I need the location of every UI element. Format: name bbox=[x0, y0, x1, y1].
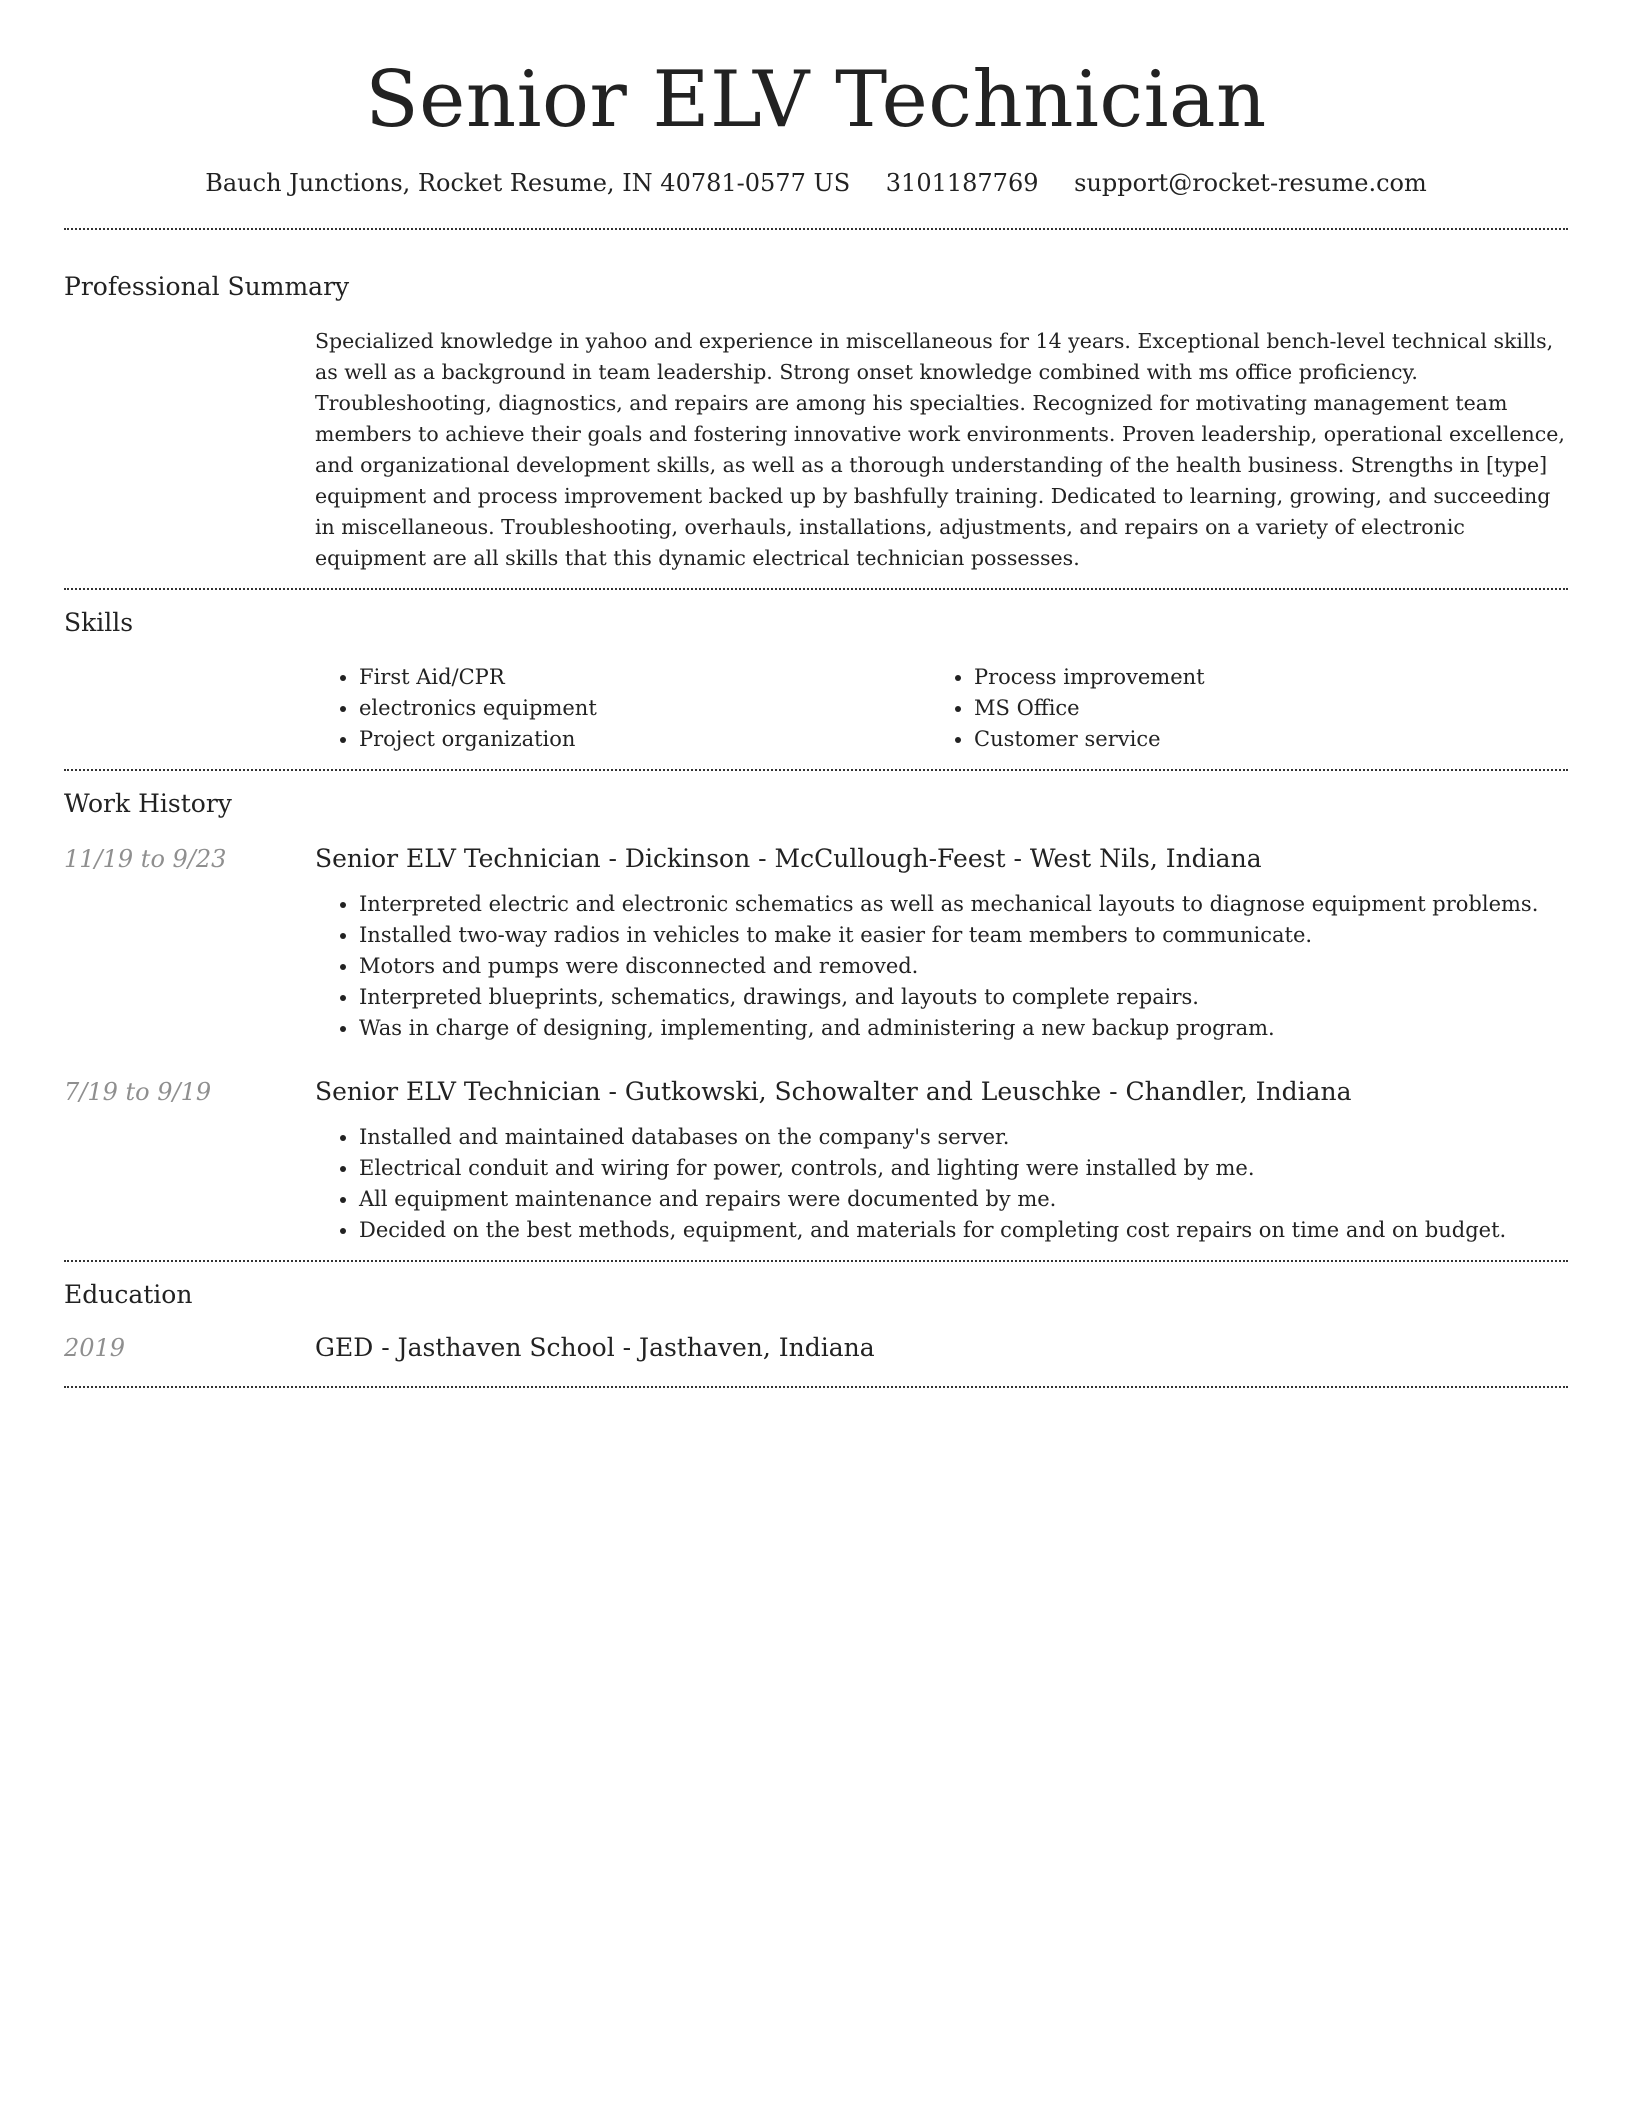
job-dates: 11/19 to 9/23 bbox=[64, 845, 227, 873]
contact-email: support@rocket-resume.com bbox=[1074, 169, 1427, 197]
contact-address: Bauch Junctions, Rocket Resume, IN 40781-0577 US bbox=[205, 169, 851, 197]
job-title: Senior ELV Technician - Dickinson - McCullough-Feest - West Nils, Indiana bbox=[315, 844, 1262, 873]
job-dates: 7/19 to 9/19 bbox=[64, 1078, 212, 1106]
skills-grid bbox=[315, 662, 1568, 755]
job-bullets bbox=[315, 1122, 1568, 1246]
skill-item: • Process improvement bbox=[974, 662, 1568, 693]
education-entry bbox=[64, 1330, 1568, 1366]
education-section bbox=[64, 1262, 1568, 1386]
divider bbox=[64, 1386, 1568, 1388]
skill-item: • Customer service bbox=[974, 724, 1568, 755]
job-entry bbox=[64, 1074, 1568, 1246]
section-title-work: Work History bbox=[64, 789, 232, 818]
job-bullets bbox=[315, 889, 1568, 1044]
skills-section bbox=[64, 590, 1568, 769]
job-bullet: • Installed and maintained databases on the company's server. bbox=[359, 1122, 1568, 1153]
education-date: 2019 bbox=[64, 1334, 126, 1362]
education-degree: GED - Jasthaven School - Jasthaven, Indiana bbox=[315, 1333, 875, 1362]
skill-item: • electronics equipment bbox=[359, 693, 930, 724]
job-details bbox=[315, 841, 1568, 1044]
section-title-summary: Professional Summary bbox=[64, 272, 350, 301]
contact-phone: 3101187769 bbox=[885, 169, 1039, 197]
skill-item: • MS Office bbox=[974, 693, 1568, 724]
skill-item: • Project organization bbox=[359, 724, 930, 755]
job-bullet: • Interpreted electric and electronic schematics as well as mechanical layouts to diagnose equipment problems. bbox=[359, 889, 1568, 920]
professional-summary-section bbox=[64, 230, 1568, 588]
skills-list-right bbox=[930, 662, 1568, 755]
job-bullet: • Interpreted blueprints, schematics, drawings, and layouts to complete repairs. bbox=[359, 982, 1568, 1013]
skills-list-left bbox=[315, 662, 930, 755]
job-bullet: • Was in charge of designing, implementing, and administering a new backup program. bbox=[359, 1013, 1568, 1044]
job-title: Senior ELV Technician - Gutkowski, Schowalter and Leuschke - Chandler, Indiana bbox=[315, 1077, 1352, 1106]
summary-text: Specialized knowledge in yahoo and experience in miscellaneous for 14 years. Exceptional bench-level technical skills, as well as a background in team leadership. Strong onset knowledge combined with ms office proficiency. Troubleshooting, diagnostics, and repairs are among his specialties. Recognized for motivating management team members to achieve their goals and fostering innovative work environments. Proven leadership, operational excellence, and organizational development skills, as well as a thorough understanding of the health business. Strengths in [type] equipment and process improvement backed up by bashfully training. Dedicated to learning, growing, and succeeding in miscellaneous. Troubleshooting, overhauls, installations, adjustments, and repairs on a variety of electronic equipment are all skills that this dynamic electrical technician possesses. bbox=[315, 329, 1565, 570]
job-bullet: • Electrical conduit and wiring for power, controls, and lighting were installed by me. bbox=[359, 1153, 1568, 1184]
job-entry bbox=[64, 841, 1568, 1044]
skill-item: • First Aid/CPR bbox=[359, 662, 930, 693]
section-title-education: Education bbox=[64, 1280, 193, 1309]
job-details bbox=[315, 1074, 1568, 1246]
candidate-name: Senior ELV Technician bbox=[365, 55, 1267, 145]
job-bullet: • Installed two-way radios in vehicles to make it easier for team members to communicate. bbox=[359, 920, 1568, 951]
section-title-skills: Skills bbox=[64, 608, 134, 637]
job-bullet: • Decided on the best methods, equipment, and materials for completing cost repairs on time and on budget. bbox=[359, 1215, 1568, 1246]
contact-line bbox=[64, 166, 1568, 200]
resume-header bbox=[64, 0, 1568, 200]
job-bullet: • Motors and pumps were disconnected and removed. bbox=[359, 951, 1568, 982]
job-bullet: • All equipment maintenance and repairs were documented by me. bbox=[359, 1184, 1568, 1215]
work-history-section bbox=[64, 771, 1568, 1260]
